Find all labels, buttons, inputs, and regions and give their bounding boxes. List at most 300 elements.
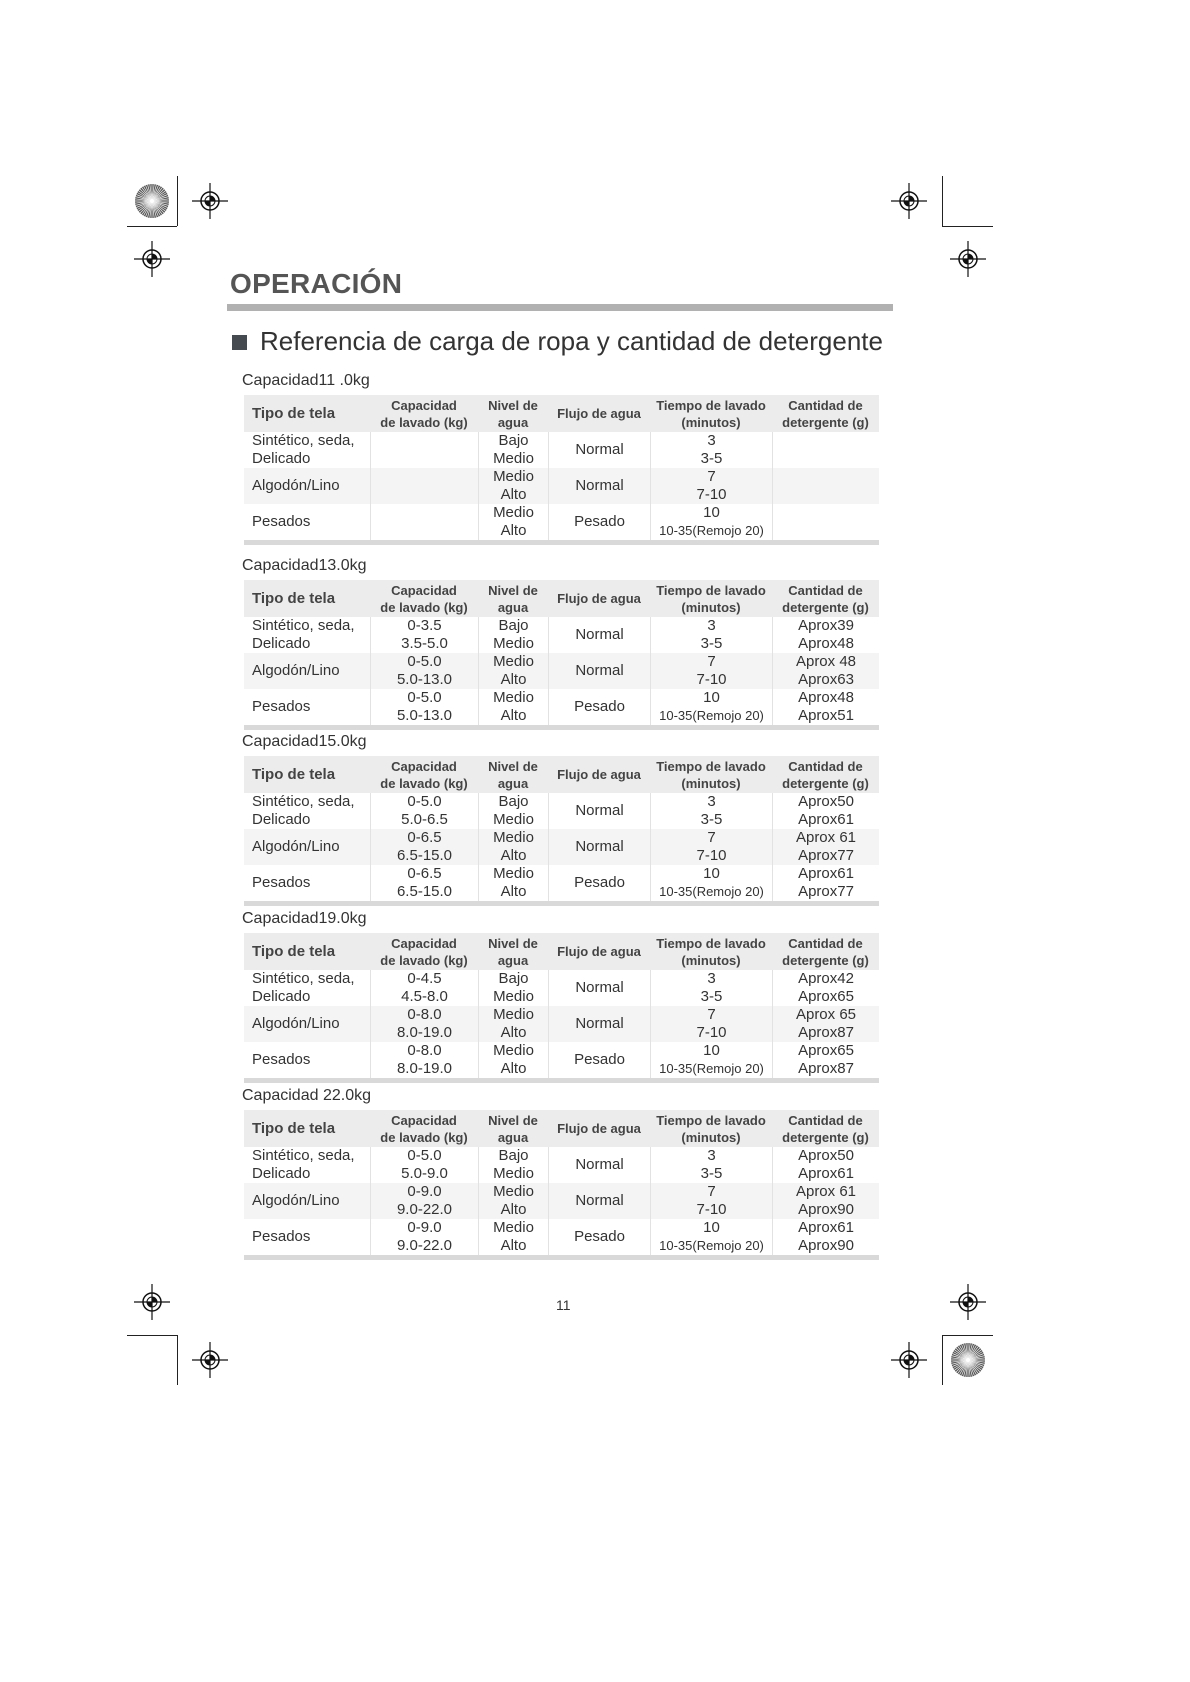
header-text: Capacidad xyxy=(391,758,457,774)
header-text: Cantidad de xyxy=(788,582,863,598)
header-text: detergente (g) xyxy=(782,952,869,968)
wash-time-cell xyxy=(650,970,772,1006)
fabric-cell xyxy=(244,689,370,725)
detergent-cell xyxy=(772,1006,879,1042)
water-level-cell-value: Alto xyxy=(500,1237,527,1254)
column-header xyxy=(650,756,772,793)
fabric-cell xyxy=(244,1147,370,1183)
detergent-cell-value: Aprox65 xyxy=(798,1042,854,1059)
wash-time-cell-value: 7-10 xyxy=(696,671,727,688)
detergent-cell-value: Aprox61 xyxy=(798,1165,854,1182)
wash-time-cell-value: 10 xyxy=(703,689,720,706)
water-level-cell-value: Bajo xyxy=(498,970,529,987)
detergent-cell-value: Aprox50 xyxy=(798,793,854,810)
water-level-cell-value: Medio xyxy=(493,504,534,521)
header-text: Tiempo de lavado xyxy=(656,397,766,413)
detergent-cell-value: Aprox61 xyxy=(798,1219,854,1236)
column-header xyxy=(370,933,478,970)
water-level-cell-value: Bajo xyxy=(498,1147,529,1164)
detergent-cell-value: Aprox87 xyxy=(798,1060,854,1077)
header-text: Tipo de tela xyxy=(252,1120,336,1137)
water-flow-cell xyxy=(548,1219,650,1255)
header-text: (minutos) xyxy=(681,599,741,615)
page-number: 11 xyxy=(556,1297,571,1313)
capacity-cell-value: 8.0-19.0 xyxy=(396,1024,453,1041)
wash-time-cell-value: 10-35(Remojo 20) xyxy=(659,708,764,723)
capacity-cell xyxy=(370,1183,478,1219)
water-flow-cell xyxy=(548,1147,650,1183)
header-text: Cantidad de xyxy=(788,758,863,774)
water-flow-cell xyxy=(548,504,650,540)
fabric-text: Algodón/Lino xyxy=(252,477,340,494)
detergent-cell xyxy=(772,970,879,1006)
capacity-cell xyxy=(370,1219,478,1255)
water-flow-value: Normal xyxy=(575,979,624,996)
detergent-cell xyxy=(772,689,879,725)
water-level-cell xyxy=(478,1219,548,1255)
header-text: Flujo de agua xyxy=(557,767,641,782)
header-text: detergente (g) xyxy=(782,1129,869,1145)
water-level-cell-value: Bajo xyxy=(498,793,529,810)
column-header xyxy=(772,395,879,432)
capacity-table xyxy=(244,580,879,730)
table-caption: Capacidad13.0kg xyxy=(242,557,367,574)
fabric-text: Algodón/Lino xyxy=(252,1015,340,1032)
header-text: Cantidad de xyxy=(788,935,863,951)
column-header xyxy=(244,756,370,793)
wash-time-cell-value: 10 xyxy=(703,1219,720,1236)
crop-line xyxy=(942,176,943,226)
fabric-cell xyxy=(244,1042,370,1078)
water-level-cell xyxy=(478,829,548,865)
header-text: agua xyxy=(497,952,529,968)
fabric-text: Delicado xyxy=(252,1165,311,1182)
page-title: OPERACIÓN xyxy=(230,268,403,299)
capacity-cell xyxy=(370,829,478,865)
table-header-row xyxy=(244,580,879,617)
water-level-cell-value: Bajo xyxy=(498,432,529,449)
capacity-cell-value: 0-5.0 xyxy=(407,653,442,670)
header-text: Capacidad xyxy=(391,1112,457,1128)
header-text: Capacidad xyxy=(391,582,457,598)
detergent-cell-value: Aprox50 xyxy=(798,1147,854,1164)
wash-time-cell xyxy=(650,689,772,725)
water-level-cell xyxy=(478,653,548,689)
detergent-cell-value: Aprox48 xyxy=(798,635,854,652)
header-text: Tipo de tela xyxy=(252,943,336,960)
detergent-cell-value: Aprox77 xyxy=(798,883,854,900)
water-level-cell-value: Medio xyxy=(493,1183,534,1200)
capacity-cell-value: 5.0-13.0 xyxy=(396,671,453,688)
water-flow-cell xyxy=(548,1183,650,1219)
water-flow-value: Pesado xyxy=(574,513,625,530)
water-flow-value: Normal xyxy=(575,441,624,458)
crop-line xyxy=(177,1335,178,1385)
header-text: Tiempo de lavado xyxy=(656,582,766,598)
wash-time-cell-value: 7 xyxy=(707,468,716,485)
water-level-cell-value: Medio xyxy=(493,468,534,485)
capacity-cell xyxy=(370,432,478,468)
water-flow-value: Normal xyxy=(575,838,624,855)
wash-time-cell-value: 3-5 xyxy=(700,988,723,1005)
table-row xyxy=(244,653,879,689)
capacity-cell-value: 0-6.5 xyxy=(407,829,442,846)
table-caption: Capacidad11 .0kg xyxy=(242,372,370,389)
header-text: detergente (g) xyxy=(782,414,869,430)
capacity-cell-value: 0-9.0 xyxy=(407,1183,442,1200)
fabric-text: Delicado xyxy=(252,450,311,467)
table-row xyxy=(244,1147,879,1183)
column-header xyxy=(772,933,879,970)
detergent-cell xyxy=(772,793,879,829)
water-flow-cell xyxy=(548,432,650,468)
water-level-cell-value: Alto xyxy=(500,847,527,864)
fabric-text: Sintético, seda, xyxy=(252,432,355,449)
column-header xyxy=(650,580,772,617)
water-flow-cell xyxy=(548,970,650,1006)
wash-time-cell-value: 3-5 xyxy=(700,635,723,652)
header-text: Tipo de tela xyxy=(252,766,336,783)
wash-time-cell-value: 7 xyxy=(707,1006,716,1023)
header-text: Nivel de xyxy=(488,1112,538,1128)
wash-time-cell-value: 10-35(Remojo 20) xyxy=(659,1061,764,1076)
fabric-text: Delicado xyxy=(252,988,311,1005)
water-level-cell-value: Alto xyxy=(500,486,527,503)
water-level-cell-value: Alto xyxy=(500,1201,527,1218)
wash-time-cell-value: 7 xyxy=(707,829,716,846)
registration-mark-icon xyxy=(889,181,929,221)
table-row xyxy=(244,504,879,540)
wash-time-cell xyxy=(650,1219,772,1255)
wash-time-cell-value: 7 xyxy=(707,1183,716,1200)
fabric-cell xyxy=(244,653,370,689)
registration-mark-icon xyxy=(889,1340,929,1380)
water-flow-cell xyxy=(548,793,650,829)
water-level-cell-value: Alto xyxy=(500,1060,527,1077)
detergent-cell-value: Aprox65 xyxy=(798,988,854,1005)
water-level-cell xyxy=(478,793,548,829)
column-header xyxy=(548,395,650,432)
water-level-cell-value: Medio xyxy=(493,689,534,706)
table-row xyxy=(244,829,879,865)
water-level-cell xyxy=(478,468,548,504)
column-header xyxy=(244,1110,370,1147)
water-flow-value: Normal xyxy=(575,802,624,819)
detergent-cell xyxy=(772,865,879,901)
fabric-text: Delicado xyxy=(252,811,311,828)
column-header xyxy=(370,1110,478,1147)
water-flow-cell xyxy=(548,1006,650,1042)
wash-time-cell xyxy=(650,865,772,901)
crop-line xyxy=(127,1335,177,1336)
column-header xyxy=(370,756,478,793)
header-text: Tiempo de lavado xyxy=(656,1112,766,1128)
wash-time-cell-value: 10-35(Remojo 20) xyxy=(659,523,764,538)
wash-time-cell-value: 10-35(Remojo 20) xyxy=(659,884,764,899)
capacity-cell xyxy=(370,689,478,725)
table-caption: Capacidad19.0kg xyxy=(242,910,367,927)
capacity-cell-value: 0-8.0 xyxy=(407,1042,442,1059)
wash-time-cell-value: 3-5 xyxy=(700,811,723,828)
crop-line xyxy=(942,1335,943,1385)
wash-time-cell-value: 10 xyxy=(703,865,720,882)
water-flow-cell xyxy=(548,617,650,653)
water-level-cell-value: Alto xyxy=(500,671,527,688)
table-bottom-bar xyxy=(244,1078,879,1083)
wash-time-cell xyxy=(650,1183,772,1219)
capacity-table xyxy=(244,1110,879,1260)
water-level-cell xyxy=(478,970,548,1006)
header-text: Nivel de xyxy=(488,582,538,598)
detergent-cell-value: Aprox61 xyxy=(798,811,854,828)
crop-line xyxy=(127,226,177,227)
wash-time-cell xyxy=(650,617,772,653)
fabric-cell xyxy=(244,1219,370,1255)
water-flow-value: Pesado xyxy=(574,1051,625,1068)
header-text: (minutos) xyxy=(681,1129,741,1145)
detergent-cell xyxy=(772,1042,879,1078)
water-flow-cell xyxy=(548,468,650,504)
header-text: agua xyxy=(497,599,529,615)
fabric-cell xyxy=(244,970,370,1006)
wash-time-cell xyxy=(650,1147,772,1183)
capacity-cell-value: 4.5-8.0 xyxy=(401,988,448,1005)
water-flow-value: Pesado xyxy=(574,698,625,715)
wash-time-cell xyxy=(650,504,772,540)
header-text: agua xyxy=(497,775,529,791)
capacity-cell-value: 0-3.5 xyxy=(407,617,442,634)
capacity-cell-value: 6.5-15.0 xyxy=(396,883,453,900)
header-text: de lavado (kg) xyxy=(380,775,468,791)
water-level-cell xyxy=(478,432,548,468)
column-header xyxy=(650,1110,772,1147)
fabric-cell xyxy=(244,468,370,504)
wash-time-cell-value: 3 xyxy=(707,1147,716,1164)
capacity-cell xyxy=(370,1006,478,1042)
column-header xyxy=(772,756,879,793)
water-level-cell-value: Alto xyxy=(500,707,527,724)
detergent-cell xyxy=(772,432,879,468)
crop-line xyxy=(942,1335,993,1336)
water-flow-cell xyxy=(548,1042,650,1078)
fabric-cell xyxy=(244,432,370,468)
registration-mark-icon xyxy=(190,181,230,221)
header-text: Nivel de xyxy=(488,935,538,951)
wash-time-cell xyxy=(650,793,772,829)
capacity-cell-value: 8.0-19.0 xyxy=(396,1060,453,1077)
header-text: (minutos) xyxy=(681,414,741,430)
water-level-cell-value: Medio xyxy=(493,865,534,882)
detergent-cell-value: Aprox90 xyxy=(798,1201,854,1218)
detergent-cell-value: Aprox 65 xyxy=(795,1006,857,1023)
capacity-cell xyxy=(370,1042,478,1078)
detergent-cell-value: Aprox42 xyxy=(798,970,854,987)
capacity-cell xyxy=(370,1147,478,1183)
capacity-cell-value: 0-5.0 xyxy=(407,793,442,810)
header-text: de lavado (kg) xyxy=(380,952,468,968)
registration-mark-icon xyxy=(948,1282,988,1322)
table-row xyxy=(244,1183,879,1219)
table-row xyxy=(244,1006,879,1042)
column-header xyxy=(478,1110,548,1147)
capacity-cell xyxy=(370,504,478,540)
header-text: Flujo de agua xyxy=(557,944,641,959)
capacity-cell-value: 0-8.0 xyxy=(407,1006,442,1023)
capacity-cell-value: 5.0-9.0 xyxy=(401,1165,448,1182)
water-level-cell-value: Bajo xyxy=(498,617,529,634)
header-text: Cantidad de xyxy=(788,397,863,413)
fabric-text: Sintético, seda, xyxy=(252,1147,355,1164)
column-header xyxy=(650,933,772,970)
header-text: Capacidad xyxy=(391,935,457,951)
header-text: detergente (g) xyxy=(782,599,869,615)
fabric-text: Pesados xyxy=(252,1051,311,1068)
table-row xyxy=(244,793,879,829)
wash-time-cell-value: 3 xyxy=(707,432,716,449)
wash-time-cell xyxy=(650,468,772,504)
title-divider xyxy=(227,304,893,311)
detergent-cell xyxy=(772,468,879,504)
water-level-cell-value: Alto xyxy=(500,522,527,539)
detergent-cell xyxy=(772,653,879,689)
detergent-cell xyxy=(772,829,879,865)
header-text: Flujo de agua xyxy=(557,591,641,606)
water-flow-cell xyxy=(548,653,650,689)
fabric-text: Algodón/Lino xyxy=(252,662,340,679)
water-level-cell xyxy=(478,689,548,725)
wash-time-cell xyxy=(650,653,772,689)
capacity-table xyxy=(244,933,879,1083)
capacity-cell-value: 0-6.5 xyxy=(407,865,442,882)
column-header xyxy=(772,580,879,617)
water-level-cell-value: Medio xyxy=(493,450,534,467)
detergent-cell-value: Aprox48 xyxy=(798,689,854,706)
wash-time-cell-value: 3-5 xyxy=(700,1165,723,1182)
fabric-cell xyxy=(244,617,370,653)
fabric-text: Pesados xyxy=(252,513,311,530)
detergent-cell-value: Aprox 61 xyxy=(795,829,857,846)
capacity-cell-value: 0-9.0 xyxy=(407,1219,442,1236)
wash-time-cell-value: 7-10 xyxy=(696,486,727,503)
header-text: de lavado (kg) xyxy=(380,1129,468,1145)
wash-time-cell-value: 10-35(Remojo 20) xyxy=(659,1238,764,1253)
table-bottom-bar xyxy=(244,725,879,730)
table-row xyxy=(244,970,879,1006)
water-level-cell xyxy=(478,504,548,540)
fabric-text: Sintético, seda, xyxy=(252,617,355,634)
wash-time-cell-value: 7 xyxy=(707,653,716,670)
fabric-cell xyxy=(244,1183,370,1219)
column-header xyxy=(244,395,370,432)
water-flow-value: Normal xyxy=(575,662,624,679)
header-text: (minutos) xyxy=(681,952,741,968)
water-level-cell xyxy=(478,1183,548,1219)
table-caption: Capacidad 22.0kg xyxy=(242,1087,371,1104)
wash-time-cell-value: 10 xyxy=(703,504,720,521)
header-text: Tiempo de lavado xyxy=(656,758,766,774)
header-text: (minutos) xyxy=(681,775,741,791)
water-level-cell-value: Alto xyxy=(500,883,527,900)
star-target-icon xyxy=(132,181,172,221)
detergent-cell-value: Aprox87 xyxy=(798,1024,854,1041)
water-level-cell-value: Medio xyxy=(493,829,534,846)
header-text: agua xyxy=(497,414,529,430)
registration-mark-icon xyxy=(132,239,172,279)
water-flow-value: Normal xyxy=(575,1156,624,1173)
capacity-cell xyxy=(370,468,478,504)
column-header xyxy=(548,1110,650,1147)
capacity-cell-value: 0-4.5 xyxy=(407,970,442,987)
water-level-cell-value: Medio xyxy=(493,1219,534,1236)
header-text: Flujo de agua xyxy=(557,1121,641,1136)
capacity-cell-value: 9.0-22.0 xyxy=(396,1201,453,1218)
capacity-cell-value: 9.0-22.0 xyxy=(396,1237,453,1254)
detergent-cell xyxy=(772,617,879,653)
fabric-text: Pesados xyxy=(252,698,311,715)
wash-time-cell xyxy=(650,432,772,468)
header-text: Nivel de xyxy=(488,758,538,774)
water-flow-value: Normal xyxy=(575,1015,624,1032)
capacity-cell xyxy=(370,617,478,653)
water-level-cell xyxy=(478,617,548,653)
wash-time-cell-value: 10 xyxy=(703,1042,720,1059)
column-header xyxy=(478,580,548,617)
water-flow-cell xyxy=(548,829,650,865)
header-text: Flujo de agua xyxy=(557,406,641,421)
water-level-cell-value: Medio xyxy=(493,1165,534,1182)
wash-time-cell-value: 7-10 xyxy=(696,1201,727,1218)
detergent-cell-value: Aprox 61 xyxy=(795,1183,857,1200)
wash-time-cell xyxy=(650,1042,772,1078)
table-caption: Capacidad15.0kg xyxy=(242,733,367,750)
capacity-table xyxy=(244,756,879,906)
column-header xyxy=(548,933,650,970)
wash-time-cell-value: 3-5 xyxy=(700,450,723,467)
water-level-cell-value: Alto xyxy=(500,1024,527,1041)
capacity-table xyxy=(244,395,879,545)
column-header xyxy=(478,395,548,432)
wash-time-cell-value: 7-10 xyxy=(696,1024,727,1041)
detergent-cell xyxy=(772,1147,879,1183)
header-text: Capacidad xyxy=(391,397,457,413)
crop-line xyxy=(177,176,178,226)
capacity-cell xyxy=(370,653,478,689)
table-header-row xyxy=(244,395,879,432)
capacity-cell-value: 5.0-6.5 xyxy=(401,811,448,828)
wash-time-cell-value: 7-10 xyxy=(696,847,727,864)
fabric-text: Sintético, seda, xyxy=(252,793,355,810)
fabric-text: Algodón/Lino xyxy=(252,1192,340,1209)
header-text: Cantidad de xyxy=(788,1112,863,1128)
table-row xyxy=(244,865,879,901)
table-row xyxy=(244,468,879,504)
water-flow-value: Pesado xyxy=(574,874,625,891)
water-level-cell-value: Medio xyxy=(493,1006,534,1023)
capacity-cell-value: 6.5-15.0 xyxy=(396,847,453,864)
header-text: de lavado (kg) xyxy=(380,414,468,430)
detergent-cell-value: Aprox63 xyxy=(798,671,854,688)
capacity-cell xyxy=(370,970,478,1006)
table-header-row xyxy=(244,756,879,793)
table-row xyxy=(244,1219,879,1255)
detergent-cell-value: Aprox90 xyxy=(798,1237,854,1254)
detergent-cell-value: Aprox 48 xyxy=(795,653,857,670)
fabric-cell xyxy=(244,504,370,540)
water-level-cell-value: Medio xyxy=(493,811,534,828)
detergent-cell xyxy=(772,1219,879,1255)
column-header xyxy=(370,580,478,617)
water-flow-value: Normal xyxy=(575,626,624,643)
